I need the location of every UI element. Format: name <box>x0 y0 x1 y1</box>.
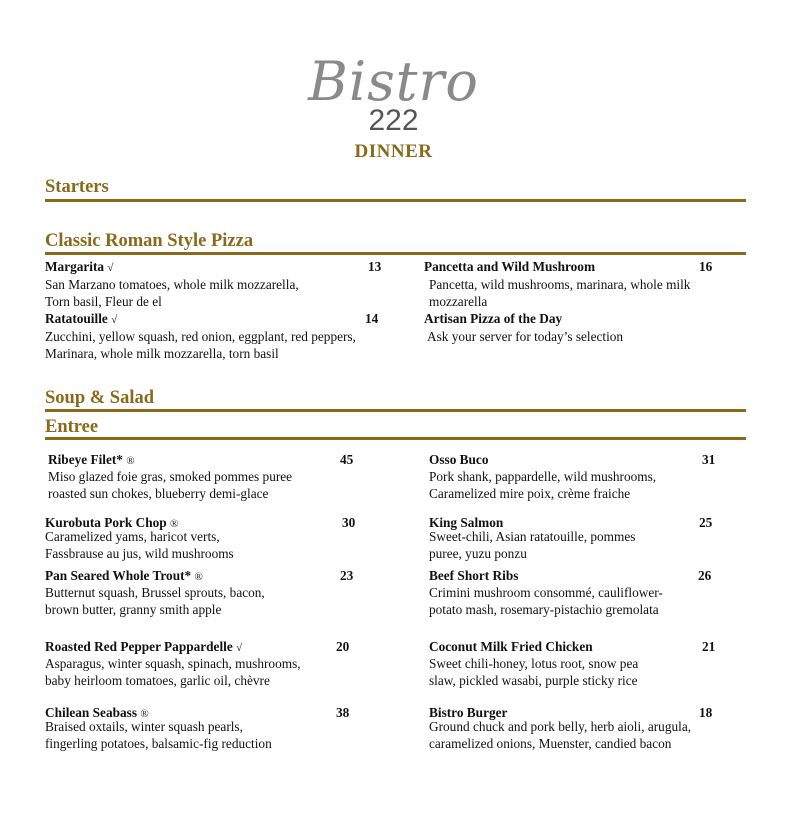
item-price: 13 <box>368 259 382 274</box>
item-price: 25 <box>699 515 713 530</box>
item-description: Crimini mushroom consommé, cauliflower- potato mash, rosemary-pistachio gremolata <box>429 585 663 617</box>
item-description: Asparagus, winter squash, spinach, mushrooms, baby heirloom tomatoes, garlic oil, chèvre <box>45 656 301 688</box>
item-description: Sweet-chili, Asian ratatouille, pommes puree, yuzu ponzu <box>429 529 636 561</box>
item-description: Pork shank, pappardelle, wild mushrooms, Caramelized mire poix, crème fraiche <box>429 469 657 501</box>
item-name: Coconut Milk Fried Chicken <box>429 639 593 654</box>
item-name: Beef Short Ribs <box>429 568 519 583</box>
gluten-free-icon: ® <box>126 455 135 467</box>
item-price: 45 <box>340 452 354 467</box>
item-name: King Salmon <box>429 515 504 530</box>
section-pizza: Classic Roman Style Pizza <box>45 231 254 251</box>
item-price: 38 <box>336 705 350 720</box>
section-divider <box>45 252 746 255</box>
logo-script: Bistro <box>308 50 479 113</box>
menu-item-ratatouille <box>45 310 117 329</box>
item-name: Chilean Seabass <box>45 705 137 720</box>
item-name: Kurobuta Pork Chop <box>45 515 167 530</box>
item-description: Miso glazed foie gras, smoked pommes puree roasted sun chokes, blueberry demi-glace <box>48 469 293 501</box>
item-description: Caramelized yams, haricot verts, Fassbrause au jus, wild mushrooms <box>45 529 234 561</box>
item-description: Zucchini, yellow squash, red onion, eggplant, red peppers, Marinara, whole milk mozzarella, torn basil <box>45 329 356 361</box>
section-entree: Entree <box>45 417 99 437</box>
item-price: 31 <box>702 452 716 467</box>
menu-item-short-ribs <box>429 567 518 584</box>
vegetarian-icon: √ <box>236 642 243 654</box>
gluten-free-icon: ® <box>140 708 149 720</box>
vegetarian-icon: √ <box>107 262 114 274</box>
item-description: Sweet chili-honey, lotus root, snow pea slaw, pickled wasabi, purple sticky rice <box>429 656 639 688</box>
item-price: 30 <box>342 515 356 530</box>
item-description: Ask your server for today’s selection <box>427 329 624 344</box>
menu-item-pancetta <box>424 258 595 275</box>
gluten-free-icon: ® <box>194 571 203 583</box>
gluten-free-icon: ® <box>170 518 179 530</box>
menu-item-osso-buco <box>429 451 488 468</box>
logo-number: 222 <box>368 104 419 137</box>
menu-item-margarita <box>45 258 113 277</box>
item-price: 26 <box>698 568 712 583</box>
section-divider <box>45 437 746 440</box>
item-description: San Marzano tomatoes, whole milk mozzarella, Torn basil, Fleur de el <box>45 277 299 309</box>
item-name: Artisan Pizza of the Day <box>424 311 563 326</box>
meal-title: DINNER <box>354 141 433 162</box>
item-name: Pan Seared Whole Trout* <box>45 568 192 583</box>
section-soup-salad: Soup & Salad <box>45 388 154 408</box>
item-name: Ratatouille <box>45 311 108 326</box>
section-starters: Starters <box>45 177 109 197</box>
menu-item-artisan <box>424 310 562 327</box>
item-price: 23 <box>340 568 354 583</box>
item-description: Pancetta, wild mushrooms, marinara, whole milk mozzarella <box>429 277 691 309</box>
section-divider <box>45 199 746 202</box>
item-name: Bistro Burger <box>429 705 508 720</box>
item-description: Braised oxtails, winter squash pearls, fingerling potatoes, balsamic-fig reduction <box>45 719 272 751</box>
item-price: 18 <box>699 705 713 720</box>
item-name: Ribeye Filet* <box>48 452 123 467</box>
item-price: 20 <box>336 639 350 654</box>
item-name: Margarita <box>45 259 105 274</box>
item-price: 21 <box>702 639 716 654</box>
item-price: 14 <box>365 311 379 326</box>
item-name: Pancetta and Wild Mushroom <box>424 259 596 274</box>
item-description: Butternut squash, Brussel sprouts, bacon, brown butter, granny smith apple <box>45 585 265 617</box>
vegetarian-icon: √ <box>111 314 118 326</box>
section-divider <box>45 409 746 412</box>
menu-item-fried-chicken <box>429 638 593 655</box>
item-description: Ground chuck and pork belly, herb aioli, arugula, caramelized onions, Muenster, candied bacon <box>429 719 692 751</box>
item-name: Roasted Red Pepper Pappardelle <box>45 639 233 654</box>
item-name: Osso Buco <box>429 452 489 467</box>
item-price: 16 <box>699 259 713 274</box>
